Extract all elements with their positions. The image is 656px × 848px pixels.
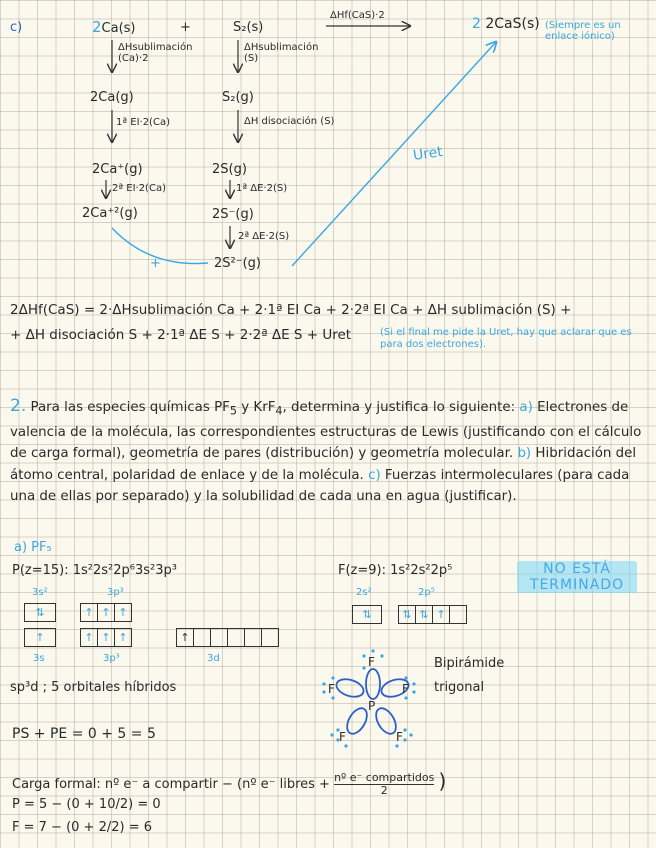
reactant-ca: 2Ca(s) <box>92 18 136 36</box>
p-3s-ground-box: ⇅ <box>24 603 56 622</box>
f-2p-box: ⇅ ⇅ ↑ <box>398 605 467 624</box>
stamp-line-1: NO ESTÁ <box>543 561 611 577</box>
formation-arrow-label: ΔHf(CaS)·2 <box>330 10 385 21</box>
p-3p-top-label: 3p³ <box>107 587 124 598</box>
fc-label: Carga formal: nº e⁻ a compartir − (nº e⁻ libres + <box>12 777 335 792</box>
f-2p-top-label: 2p⁵ <box>418 587 435 598</box>
p-3p-ground-box: ↑ ↑ ↑ <box>80 603 132 622</box>
fc-fraction <box>334 772 434 797</box>
q2-text-2: y KrF <box>236 400 276 415</box>
bond-lobe-top <box>366 669 380 699</box>
hess-equation-line1: 2ΔHf(CaS) = 2·ΔHsublimación Ca + 2·1ª EI Ca + 2·2ª EI Ca + ΔH sublimación (S) + <box>10 302 572 318</box>
fc-close-paren: ) <box>438 769 447 793</box>
f-2s-top-label: 2s² <box>356 587 372 598</box>
part-c-label: c) <box>10 20 23 35</box>
p-electron-config: P(z=15): 1s²2s²2p⁶3s²3p³ <box>12 563 177 578</box>
q2-text-4: Electrones de valencia de la molécula, las correspondientes estructuras de Lewis (justificando con el cálculo de carga formal), geometría de pares (distribución) y geometría molecular. <box>10 400 642 462</box>
bond-lobe-left <box>334 676 366 700</box>
reactant-ca-text: Ca(s) <box>101 21 136 36</box>
part-a-label: a) PF₅ <box>14 540 52 555</box>
lewis-atom-f-lower-right: F <box>396 730 403 744</box>
hess-equation-line2: + ΔH disociación S + 2·1ª ΔE S + 2·2ª ΔE S + Uret <box>10 327 352 343</box>
ionization-2-label: 2ª EI·2(Ca) <box>112 183 166 194</box>
q2-text-3: , determina y justifica lo siguiente: <box>282 400 520 415</box>
p-3d-bottom-label: 3d <box>207 653 220 664</box>
q2-a-label: a) <box>519 400 533 415</box>
formal-charge-formula <box>12 769 447 797</box>
sublimation-ca-label: ΔHsublimación (Ca)·2 <box>118 42 193 64</box>
q2-pf-sub: 5 <box>229 404 237 418</box>
p-3s-top-label: 3s² <box>32 587 48 598</box>
q2-text-6: Fuerzas intermoleculares (para cada una de ellas por separado) y la solubilidad de cada una en agua (justificar). <box>10 467 630 504</box>
q2-text-1: Para las especies químicas PF <box>30 400 230 415</box>
s-2minus-gas: 2S²⁻(g) <box>214 256 261 271</box>
s-minus-gas: 2S⁻(g) <box>212 207 254 222</box>
question-number: 2. <box>10 396 27 416</box>
product-cas: 2 2CaS(s) <box>472 16 540 32</box>
q2-c-label: c) <box>368 467 381 483</box>
dissociation-label: ΔH disociación (S) <box>244 116 335 127</box>
lewis-atom-f-lower-left: F <box>339 730 346 744</box>
geometry-line-1: Bipirámide <box>434 656 505 671</box>
fc-numerator: nº e⁻ compartidos <box>334 771 435 784</box>
f-2s-box: ⇅ <box>352 605 382 624</box>
ionization-1-label: 1ª EI·2(Ca) <box>116 117 170 128</box>
fc-denominator: 2 <box>380 784 388 797</box>
lewis-atom-f-right: F <box>402 682 409 696</box>
product-note: (Siempre es un enlace iónico) <box>545 20 621 42</box>
ps-pe-sum: PS + PE = 0 + 5 = 5 <box>12 726 156 742</box>
ca-gas: 2Ca(g) <box>90 90 134 105</box>
bond-lobe-lower-left <box>343 705 371 737</box>
lewis-atom-f-top: F <box>368 655 375 669</box>
plus-top: + <box>180 20 191 35</box>
q2-krf-sub: 4 <box>275 404 283 418</box>
p-3p-hybrid-box: ↑ ↑ ↑ <box>80 628 132 647</box>
product-cas-text: 2CaS(s) <box>485 16 540 32</box>
lattice-energy-label: Uret <box>412 144 444 164</box>
p-3d-box: ↑ <box>176 628 279 647</box>
p-3s-bottom-label: 3s <box>33 653 45 664</box>
lewis-atom-p: P <box>368 699 376 713</box>
s2-gas: S₂(g) <box>222 90 254 105</box>
hybridization: sp³d ; 5 orbitales híbridos <box>10 680 177 695</box>
p-3p-bottom-label: 3p³ <box>103 653 120 664</box>
s-gas: 2S(g) <box>212 162 247 177</box>
geometry-line-2: trigonal <box>434 680 485 695</box>
q2-text-5: Hibridación del átomo central, polaridad de enlace y de la molécula. <box>10 446 637 483</box>
formal-charge-f: F = 7 − (0 + 2/2) = 6 <box>12 820 152 835</box>
p-3s-hybrid-box: ↑ <box>24 628 56 647</box>
sublimation-s-label: ΔHsublimación (S) <box>244 42 319 64</box>
f-electron-config: F(z=9): 1s²2s²2p⁵ <box>338 563 453 578</box>
ca-plus-gas: 2Ca⁺(g) <box>92 162 143 177</box>
reactant-s2: S₂(s) <box>233 20 264 35</box>
stamp-line-2: TERMINADO <box>529 577 625 593</box>
q2-b-label: b) <box>517 446 532 462</box>
lewis-atom-f-left: F <box>328 682 335 696</box>
ca-2plus-gas: 2Ca⁺²(g) <box>82 206 138 221</box>
affinity-1-label: 1ª ΔE·2(S) <box>236 183 288 194</box>
affinity-2-label: 2ª ΔE·2(S) <box>238 231 290 242</box>
formal-charge-p: P = 5 − (0 + 10/2) = 0 <box>12 797 161 812</box>
hess-equation-note: (Si el final me pide la Uret, hay que aclarar que es para dos electrones). <box>380 327 632 350</box>
combine-plus: + <box>150 256 161 271</box>
